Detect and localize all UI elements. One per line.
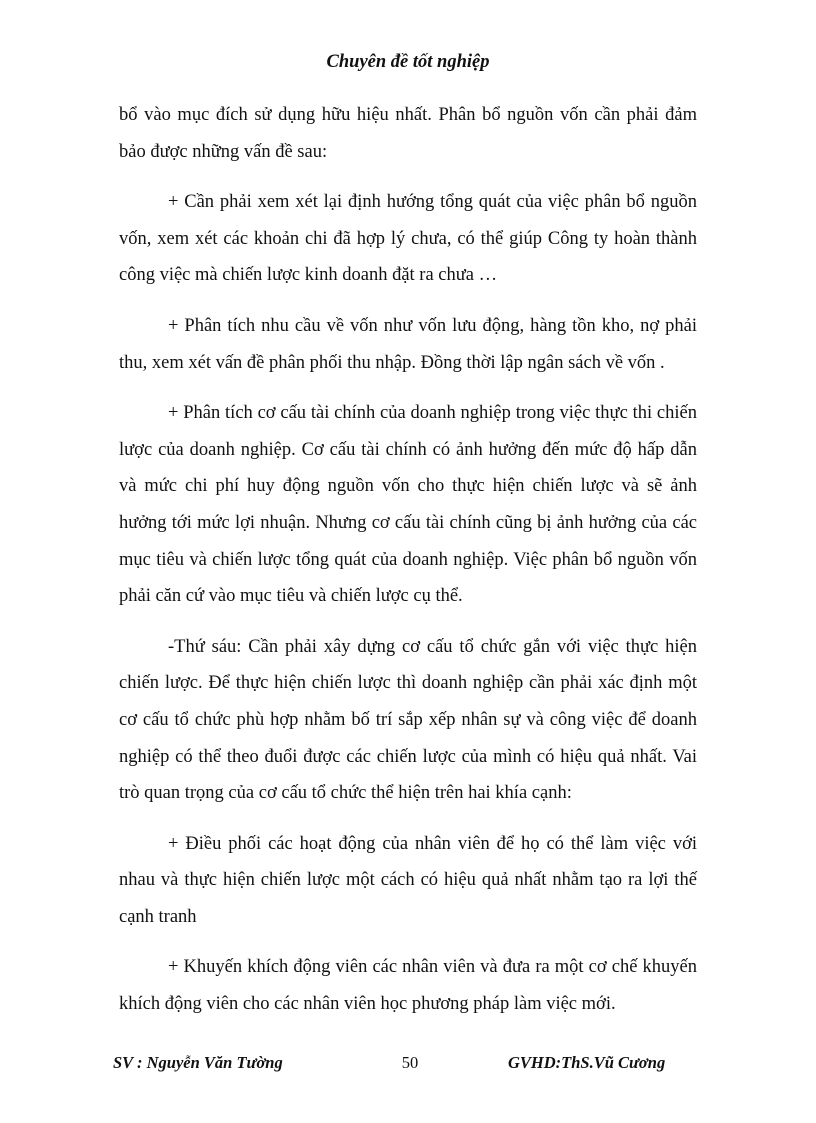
paragraph-6: + Điều phối các hoạt động của nhân viên để họ có thể làm việc với nhau và thực hiện chiến lược một cách có hiệu quả nhất nhằm tạo ra lợi thế cạnh tranh [119,833,697,927]
page-footer [0,1050,816,1076]
page-header [0,50,816,74]
footer-advisor-name: GVHD:ThS.Vũ Cương [508,1053,666,1072]
paragraph-3: + Phân tích nhu cầu về vốn như vốn lưu động, hàng tồn kho, nợ phải thu, xem xét vấn đề phân phối thu nhập. Đồng thời lập ngân sách về vốn . [119,315,697,373]
paragraph-1: bổ vào mục đích sử dụng hữu hiệu nhất. Phân bổ nguồn vốn cần phải đảm bảo được những vấn đề sau: [119,105,697,162]
paragraph-5: -Thứ sáu: Cần phải xây dựng cơ cấu tổ chức gắn với việc thực hiện chiến lược. Để thực hiện chiến lược thì doanh nghiệp cần phải xác định một cơ cấu tổ chức phù hợp nhằm bố trí sắp xếp nhân sự và công việc để doanh nghiệp có thể theo đuổi được các chiến lược của mình có hiệu quả nhất. Vai trò quan trọng của cơ cấu tổ chức thể hiện trên hai khía cạnh: [119,636,697,804]
footer-student-name: SV : Nguyễn Văn Tường [113,1053,283,1072]
page-number: 50 [401,1053,419,1072]
paragraph-7: + Khuyến khích động viên các nhân viên và đưa ra một cơ chế khuyến khích động viên cho các nhân viên học phương pháp làm việc mới. [119,957,697,1015]
document-title: Chuyên đề tốt nghiệp [326,52,490,72]
paragraph-4: + Phân tích cơ cấu tài chính của doanh nghiệp trong việc thực thi chiến lược của doanh nghiệp. Cơ cấu tài chính có ảnh hưởng đến mức độ hấp dẫn và mức chi phí huy động nguồn vốn cho thực hiện chiến lược và sẽ ảnh hưởng tới mức lợi nhuận. Nhưng cơ cấu tài chính cũng bị ảnh hưởng của các mục tiêu và chiến lược tổng quát của doanh nghiệp. Việc phân bổ nguồn vốn phải căn cứ vào mục tiêu và chiến lược cụ thể. [119,403,697,607]
paragraph-2: + Cần phải xem xét lại định hướng tổng quát của việc phân bổ nguồn vốn, xem xét các khoản chi đã hợp lý chưa, có thể giúp Công ty hoàn thành công việc mà chiến lược kinh doanh đặt ra chưa … [119,192,697,286]
page-body [119,97,697,1023]
